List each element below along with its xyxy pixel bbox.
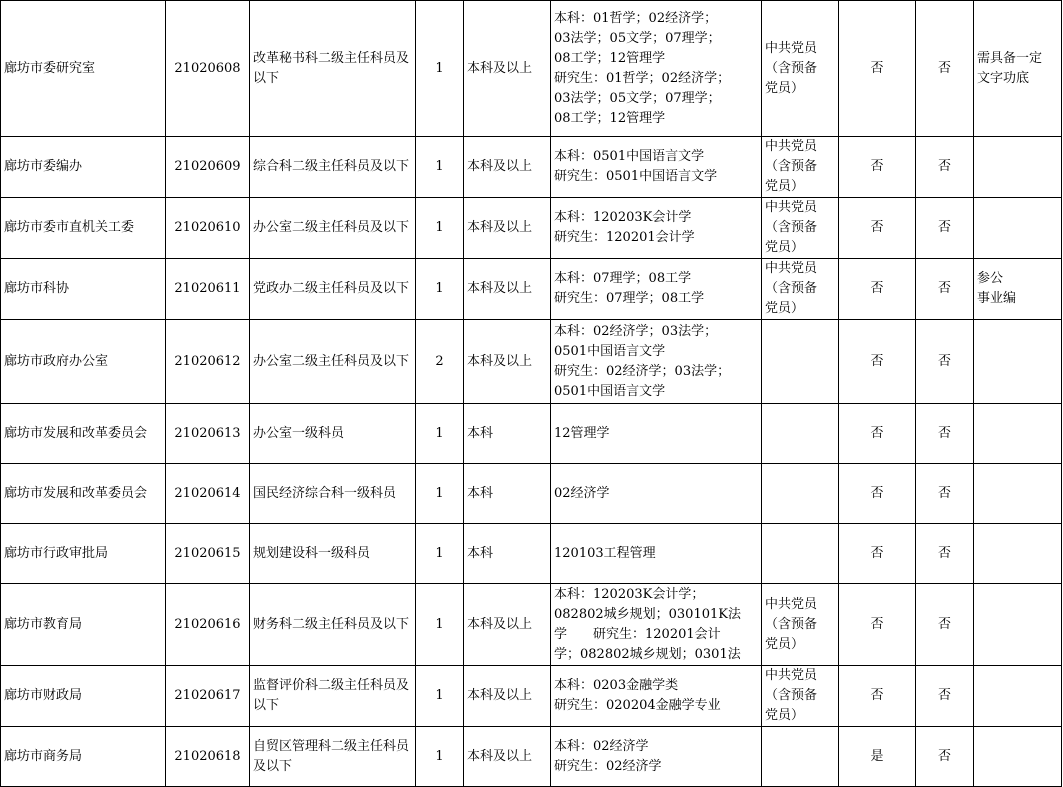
cell-position-code (166, 198, 250, 259)
cell-political-status-text: 中共党员 （含预备 党员） (765, 261, 818, 316)
cell-unit-text: 廊坊市教育局 (4, 616, 83, 632)
cell-education-text: 本科及以上 (467, 159, 533, 174)
cell-position-name (250, 727, 416, 787)
cell-unit-text: 廊坊市科协 (4, 281, 70, 296)
cell-position-name-text: 财务科二级主任科员及以下 (253, 616, 410, 632)
cell-major-text: 12管理学 (554, 425, 610, 441)
cell-position-name (250, 259, 416, 320)
cell-unit (1, 464, 166, 524)
cell-headcount (416, 584, 464, 666)
cell-flag-a (839, 259, 916, 320)
cell-major (551, 584, 762, 666)
cell-flag-a (839, 524, 916, 584)
cell-note (974, 524, 1062, 584)
cell-position-code-text: 21020617 (174, 688, 241, 703)
cell-note (974, 1, 1062, 137)
table-row (1, 524, 1062, 584)
cell-flag-a (839, 666, 916, 727)
cell-flag-b-text: 否 (937, 159, 951, 174)
cell-headcount (416, 524, 464, 584)
cell-position-code-text: 21020608 (174, 60, 241, 76)
cell-flag-b (916, 1, 974, 137)
cell-education (464, 259, 551, 320)
cell-position-name-text: 规划建设科一级科员 (253, 545, 371, 561)
cell-unit-text: 廊坊市行政审批局 (4, 545, 109, 561)
cell-headcount (416, 198, 464, 259)
cell-major (551, 1, 762, 137)
cell-position-name-text: 办公室二级主任科员及以下 (253, 220, 410, 235)
cell-headcount-text: 1 (435, 748, 444, 764)
cell-flag-a-text: 否 (870, 425, 884, 441)
table-row (1, 464, 1062, 524)
cell-flag-b (916, 259, 974, 320)
table-row (1, 727, 1062, 787)
cell-position-code-text: 21020609 (174, 159, 241, 174)
cell-headcount (416, 666, 464, 727)
cell-position-code (166, 259, 250, 320)
cell-position-name (250, 198, 416, 259)
cell-education-text: 本科及以上 (467, 353, 533, 369)
cell-position-name-text: 自贸区管理科二级主任科员及以下 (253, 738, 410, 774)
cell-political-status (762, 1, 839, 137)
cell-note-text: 参公 事业编 (977, 271, 1017, 306)
cell-position-code-text: 21020618 (174, 748, 241, 764)
cell-flag-a (839, 320, 916, 404)
cell-position-name-text: 监督评价科二级主任科员及以下 (253, 678, 410, 713)
cell-note (974, 198, 1062, 259)
cell-headcount-text: 1 (435, 220, 444, 235)
cell-education (464, 137, 551, 198)
cell-unit-text: 廊坊市发展和改革委员会 (4, 425, 148, 441)
cell-headcount-text: 1 (435, 425, 444, 441)
cell-headcount-text: 1 (435, 60, 444, 76)
cell-position-name (250, 404, 416, 464)
cell-flag-b (916, 584, 974, 666)
cell-position-code (166, 524, 250, 584)
cell-political-status (762, 584, 839, 666)
cell-unit (1, 1, 166, 137)
cell-position-name-text: 改革秘书科二级主任科员及以下 (253, 50, 410, 86)
cell-note-text: 需具备一定 文字功底 (977, 50, 1043, 86)
cell-position-code-text: 21020610 (174, 220, 241, 235)
cell-position-code (166, 404, 250, 464)
cell-political-status-text: 中共党员 （含预备 党员） (765, 200, 818, 255)
cell-flag-b-text: 否 (937, 281, 951, 296)
cell-note (974, 666, 1062, 727)
cell-flag-b (916, 727, 974, 787)
cell-position-name (250, 137, 416, 198)
cell-position-code-text: 21020615 (174, 545, 241, 561)
cell-position-name (250, 464, 416, 524)
cell-flag-a-text: 否 (870, 688, 884, 703)
cell-headcount-text: 1 (435, 281, 444, 296)
cell-major (551, 198, 762, 259)
cell-position-code (166, 464, 250, 524)
cell-education (464, 320, 551, 404)
cell-unit-text: 廊坊市委市直机关工委 (4, 220, 135, 235)
cell-major-text: 本科：0501中国语言文学 研究生：0501中国语言文学 (554, 149, 718, 184)
cell-flag-a (839, 1, 916, 137)
cell-education-text: 本科及以上 (467, 220, 533, 235)
cell-position-code (166, 727, 250, 787)
cell-flag-b (916, 198, 974, 259)
cell-unit (1, 198, 166, 259)
cell-political-status-text: 中共党员 （含预备 党员） (765, 139, 818, 194)
table-row (1, 584, 1062, 666)
cell-unit-text: 廊坊市政府办公室 (4, 353, 109, 369)
cell-position-code (166, 320, 250, 404)
cell-major (551, 524, 762, 584)
cell-position-code (166, 1, 250, 137)
cell-note (974, 137, 1062, 198)
cell-headcount (416, 259, 464, 320)
cell-education-text: 本科 (467, 545, 494, 561)
cell-flag-b (916, 137, 974, 198)
cell-major-text: 本科：02经济学；03法学； 0501中国语言文学 研究生：02经济学；03法学； 0501中国语言文学 (554, 323, 731, 399)
cell-position-name (250, 1, 416, 137)
cell-education (464, 198, 551, 259)
cell-flag-b-text: 否 (937, 60, 951, 76)
cell-headcount (416, 404, 464, 464)
cell-flag-a-text: 否 (870, 220, 884, 235)
cell-flag-b (916, 464, 974, 524)
cell-unit-text: 廊坊市发展和改革委员会 (4, 485, 148, 501)
cell-major-text: 120103工程管理 (554, 545, 656, 561)
cell-political-status-text: 中共党员 （含预备 党员） (765, 668, 818, 723)
cell-position-name (250, 320, 416, 404)
cell-major-text: 本科：120203K会计学； 082802城乡规划；030101K法 学 研究生：120201会计 学；082802城乡规划；0301法 (554, 586, 741, 662)
table-row (1, 259, 1062, 320)
table-row (1, 404, 1062, 464)
cell-position-code-text: 21020614 (174, 485, 241, 501)
cell-position-name-text: 办公室一级科员 (253, 425, 345, 441)
cell-education-text: 本科及以上 (467, 616, 533, 632)
cell-political-status (762, 320, 839, 404)
cell-education-text: 本科 (467, 425, 494, 441)
cell-unit (1, 137, 166, 198)
cell-headcount (416, 320, 464, 404)
cell-headcount (416, 137, 464, 198)
cell-unit-text: 廊坊市商务局 (4, 748, 83, 764)
cell-major-text: 本科：07理学；08工学 研究生：07理学；08工学 (554, 271, 705, 306)
cell-unit (1, 404, 166, 464)
cell-flag-a-text: 否 (870, 616, 884, 632)
cell-education-text: 本科 (467, 485, 494, 501)
cell-political-status (762, 137, 839, 198)
cell-political-status (762, 524, 839, 584)
cell-flag-a-text: 否 (870, 159, 884, 174)
table-row (1, 198, 1062, 259)
cell-political-status (762, 666, 839, 727)
cell-flag-b (916, 404, 974, 464)
cell-major (551, 666, 762, 727)
cell-flag-b-text: 否 (937, 353, 951, 369)
cell-flag-a (839, 464, 916, 524)
cell-political-status (762, 259, 839, 320)
cell-unit (1, 320, 166, 404)
cell-flag-b-text: 否 (937, 688, 951, 703)
cell-headcount-text: 1 (435, 159, 444, 174)
cell-flag-b-text: 否 (937, 545, 951, 561)
cell-headcount-text: 1 (435, 616, 444, 632)
cell-headcount (416, 1, 464, 137)
cell-flag-a (839, 137, 916, 198)
cell-position-name (250, 666, 416, 727)
cell-headcount-text: 1 (435, 545, 444, 561)
cell-position-name-text: 综合科二级主任科员及以下 (253, 159, 410, 174)
cell-political-status (762, 464, 839, 524)
table-row (1, 320, 1062, 404)
cell-headcount (416, 727, 464, 787)
cell-flag-a-text: 否 (870, 281, 884, 296)
cell-major-text: 本科：02经济学 研究生：02经济学 (554, 738, 662, 774)
cell-flag-a-text: 否 (870, 545, 884, 561)
cell-major (551, 259, 762, 320)
cell-headcount-text: 1 (435, 485, 444, 501)
cell-note (974, 404, 1062, 464)
cell-flag-b-text: 否 (937, 748, 951, 764)
cell-note (974, 727, 1062, 787)
cell-position-code-text: 21020613 (174, 425, 241, 441)
cell-position-code-text: 21020611 (174, 281, 241, 296)
cell-flag-a (839, 198, 916, 259)
cell-flag-a (839, 584, 916, 666)
cell-major (551, 137, 762, 198)
cell-unit (1, 666, 166, 727)
cell-position-code (166, 666, 250, 727)
cell-note (974, 259, 1062, 320)
cell-headcount-text: 2 (435, 353, 444, 369)
cell-political-status (762, 198, 839, 259)
table-row (1, 1, 1062, 137)
cell-flag-b-text: 否 (937, 425, 951, 441)
cell-flag-a (839, 404, 916, 464)
cell-position-code-text: 21020616 (174, 616, 241, 632)
cell-political-status-text: 中共党员 （含预备 党员） (765, 596, 818, 652)
cell-unit-text: 廊坊市委研究室 (4, 60, 96, 76)
cell-education (464, 584, 551, 666)
cell-political-status (762, 727, 839, 787)
cell-note (974, 584, 1062, 666)
cell-flag-b (916, 524, 974, 584)
cell-flag-a-text: 是 (870, 748, 884, 764)
cell-education (464, 404, 551, 464)
cell-education-text: 本科及以上 (467, 281, 533, 296)
cell-position-name-text: 国民经济综合科一级科员 (253, 485, 397, 501)
cell-unit (1, 584, 166, 666)
cell-education (464, 727, 551, 787)
cell-education (464, 1, 551, 137)
cell-headcount (416, 464, 464, 524)
cell-unit-text: 廊坊市财政局 (4, 688, 83, 703)
cell-position-name-text: 办公室二级主任科员及以下 (253, 353, 410, 369)
cell-major (551, 404, 762, 464)
cell-position-name-text: 党政办二级主任科员及以下 (253, 281, 410, 296)
cell-major-text: 02经济学 (554, 485, 610, 501)
cell-major (551, 727, 762, 787)
cell-political-status-text: 中共党员 （含预备 党员） (765, 40, 818, 96)
cell-flag-a-text: 否 (870, 485, 884, 501)
cell-flag-b (916, 666, 974, 727)
cell-position-code-text: 21020612 (174, 353, 241, 369)
cell-major-text: 本科：120203K会计学 研究生：120201会计学 (554, 210, 695, 245)
cell-major (551, 320, 762, 404)
cell-flag-a (839, 727, 916, 787)
cell-education (464, 524, 551, 584)
cell-political-status (762, 404, 839, 464)
cell-major-text: 本科：01哲学；02经济学； 03法学；05文学；07理学； 08工学；12管理学 研究生：01哲学；02经济学； 03法学；05文学；07理学； 08工学；12管理学 (554, 10, 731, 126)
table-row (1, 137, 1062, 198)
cell-position-code (166, 137, 250, 198)
cell-education-text: 本科及以上 (467, 60, 533, 76)
cell-education-text: 本科及以上 (467, 688, 533, 703)
cell-flag-b-text: 否 (937, 485, 951, 501)
cell-note (974, 320, 1062, 404)
cell-major-text: 本科：0203金融学类 研究生：020204金融学专业 (554, 678, 721, 713)
cell-education-text: 本科及以上 (467, 748, 533, 764)
cell-flag-b (916, 320, 974, 404)
cell-position-name (250, 584, 416, 666)
cell-unit (1, 259, 166, 320)
cell-position-name (250, 524, 416, 584)
cell-flag-a-text: 否 (870, 353, 884, 369)
cell-note (974, 464, 1062, 524)
cell-unit (1, 727, 166, 787)
cell-flag-b-text: 否 (937, 220, 951, 235)
cell-education (464, 666, 551, 727)
cell-major (551, 464, 762, 524)
cell-unit-text: 廊坊市委编办 (4, 159, 83, 174)
cell-unit (1, 524, 166, 584)
cell-education (464, 464, 551, 524)
cell-flag-b-text: 否 (937, 616, 951, 632)
table-row (1, 666, 1062, 727)
cell-headcount-text: 1 (435, 688, 444, 703)
cell-flag-a-text: 否 (870, 60, 884, 76)
cell-position-code (166, 584, 250, 666)
